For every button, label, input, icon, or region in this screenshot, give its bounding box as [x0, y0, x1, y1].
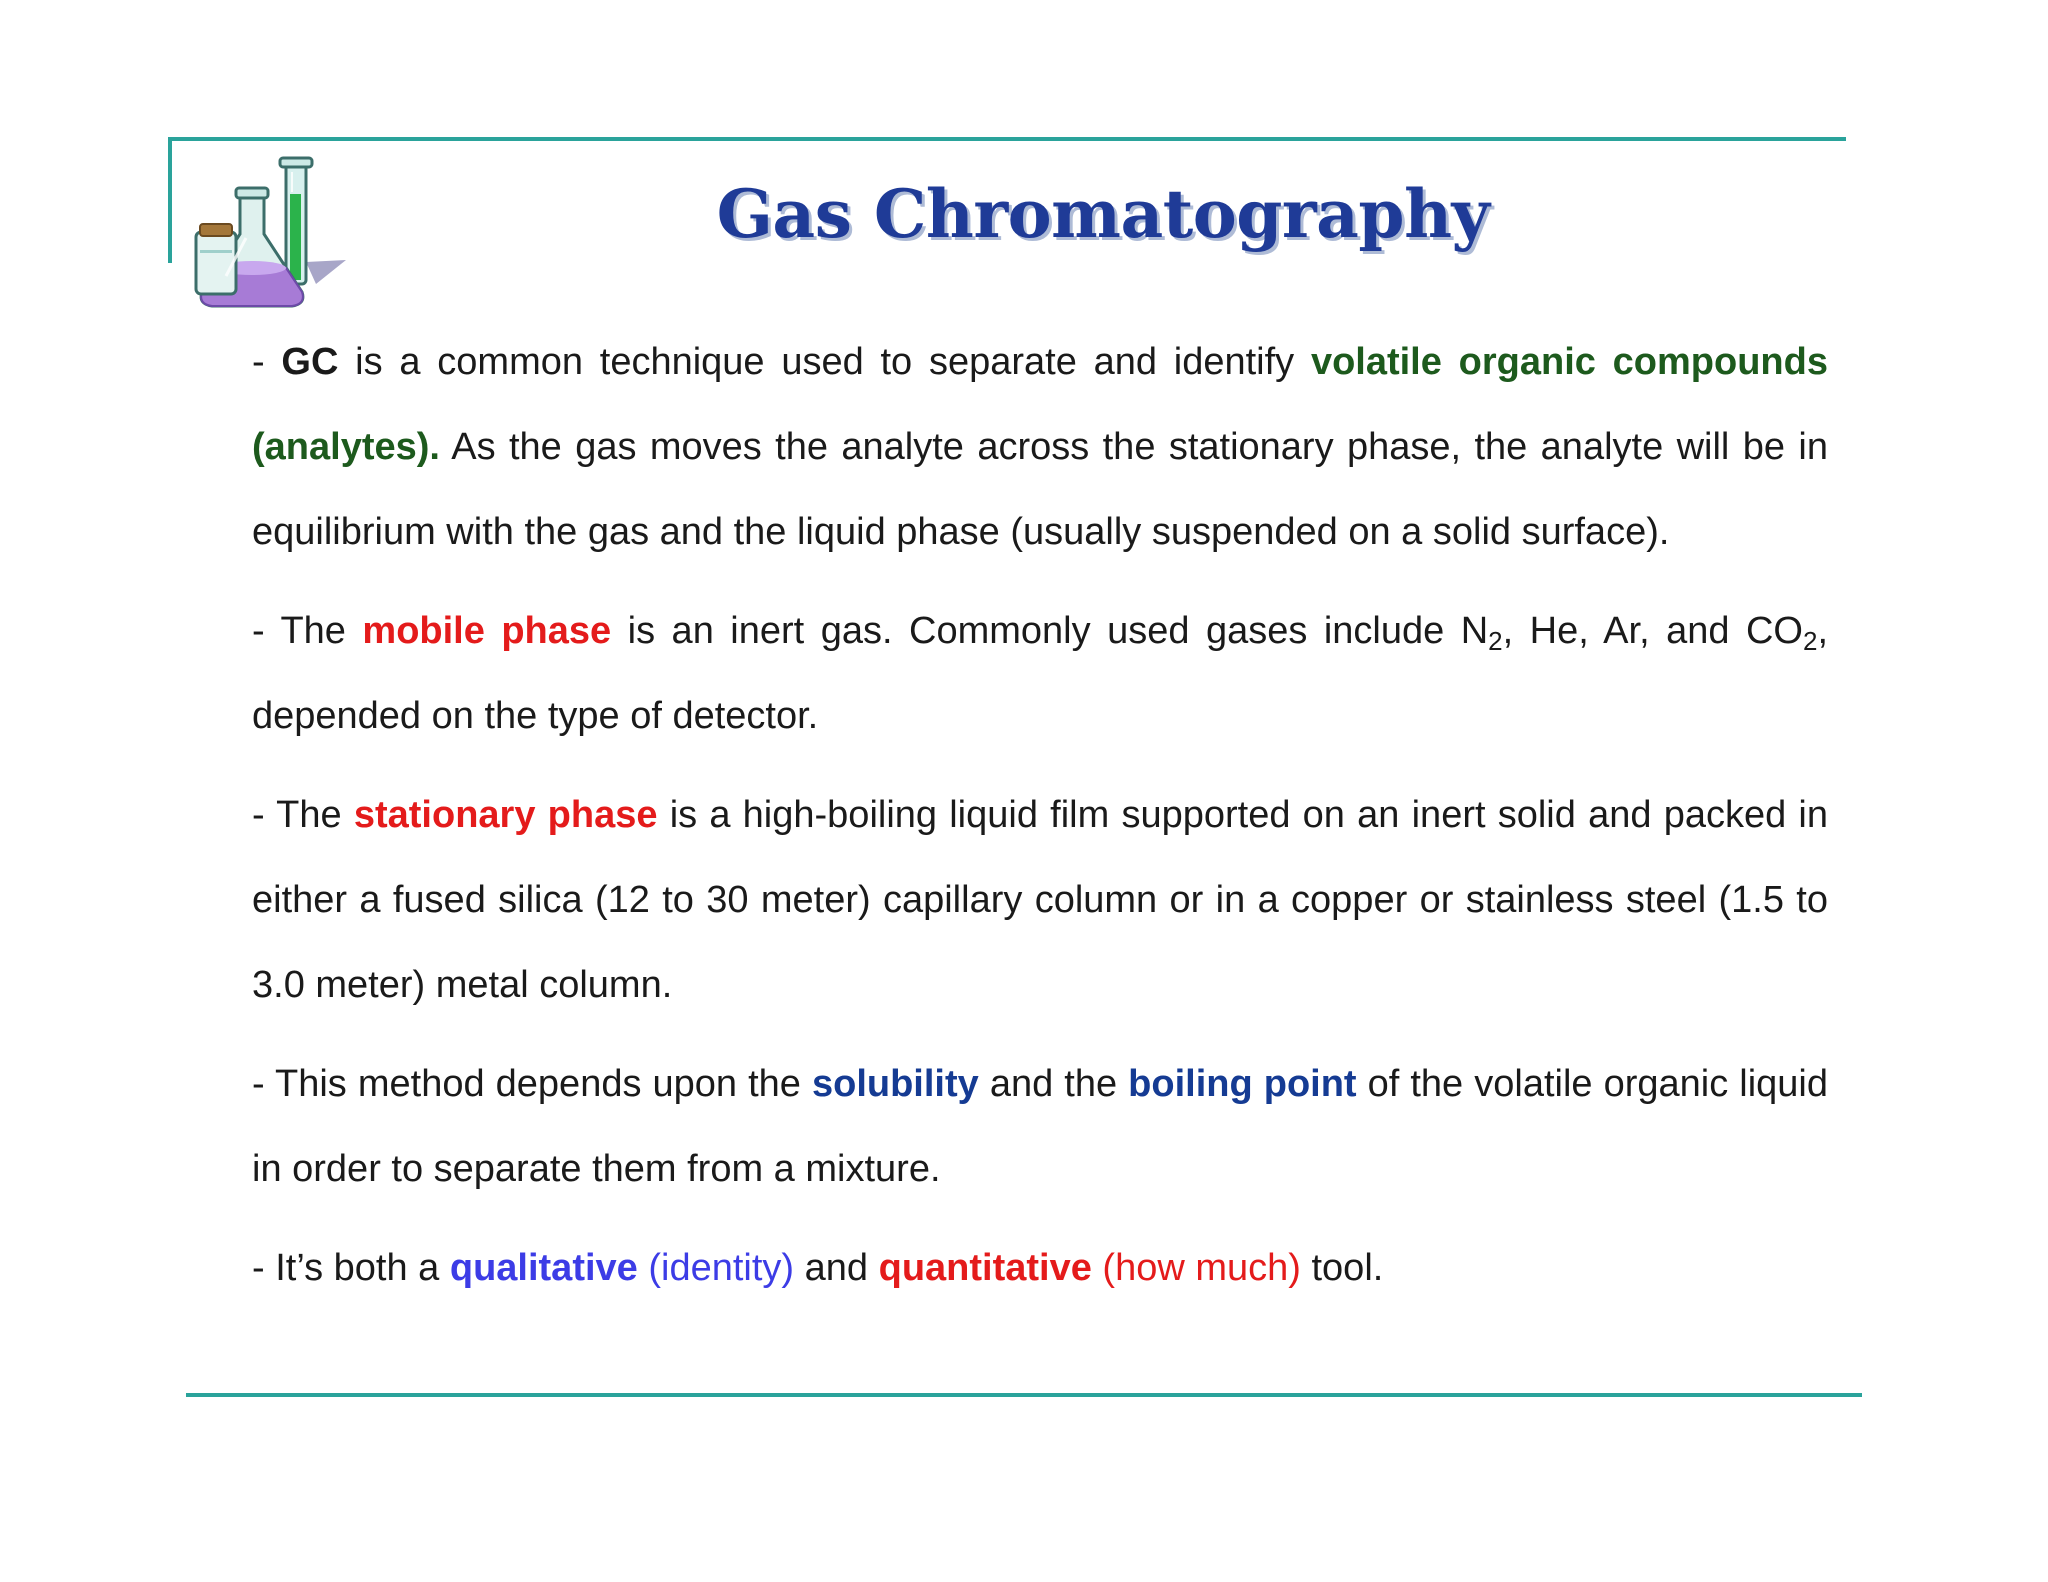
top-divider [170, 137, 1846, 141]
paragraph-tool [252, 1226, 1828, 1311]
paragraph-mobile-phase [252, 589, 1828, 759]
highlight-mobile-phase: mobile phase [362, 610, 612, 652]
lab-glassware-icon [186, 152, 356, 314]
highlight-solubility: solubility [811, 1063, 979, 1105]
text: , depended on the type of detector. [252, 610, 1829, 737]
text: tool. [1300, 1247, 1384, 1289]
left-divider [168, 137, 172, 263]
highlight-qualitative: qualitative [449, 1247, 638, 1289]
term-gc: GC [281, 341, 339, 383]
slide-body [252, 320, 1828, 1325]
subscript: 2 [1802, 626, 1818, 656]
paragraph-stationary-phase [252, 773, 1828, 1028]
paragraph-gc-definition [252, 320, 1828, 575]
text: of the volatile organic liquid in order to separate them from a mixture. [252, 1063, 1828, 1190]
highlight-volatile-organic-compounds: volatile organic compounds (analytes). [252, 341, 1828, 468]
text: - The [252, 794, 354, 836]
text: is a high-boiling liquid film supported on an inert solid and packed in either a fused silica (12 to 30 meter) capillary column or in a copper or stainless steel (1.5 to 3.0 meter) metal column. [252, 794, 1829, 1006]
text: is an inert gas. Commonly used gases include N [611, 610, 1489, 652]
text: and the [978, 1063, 1129, 1105]
highlight-stationary-phase: stationary phase [353, 794, 658, 836]
text: As the gas moves the analyte across the stationary phase, the analyte will be in equilibrium with the gas and the liquid phase (usually suspended on a solid surface). [252, 426, 1828, 553]
paragraph-method [252, 1042, 1828, 1212]
subscript: 2 [1488, 626, 1503, 656]
text: is a common technique used to separate and identify [338, 341, 1311, 383]
highlight-quantitative: quantitative [878, 1247, 1092, 1289]
highlight-boiling-point: boiling point [1128, 1063, 1357, 1105]
text: , He, Ar, and CO [1502, 610, 1803, 652]
note-how-much: (how much) [1091, 1247, 1301, 1289]
note-identity: (identity) [637, 1247, 795, 1289]
text: - It’s both a [252, 1247, 450, 1289]
page-title: Gas Chromatography [716, 175, 1490, 253]
text: - This method depends upon the [252, 1063, 812, 1105]
bullet-dash: - [252, 341, 282, 383]
text: and [794, 1247, 879, 1289]
bottom-divider [186, 1393, 1862, 1397]
text: - The [252, 610, 363, 652]
